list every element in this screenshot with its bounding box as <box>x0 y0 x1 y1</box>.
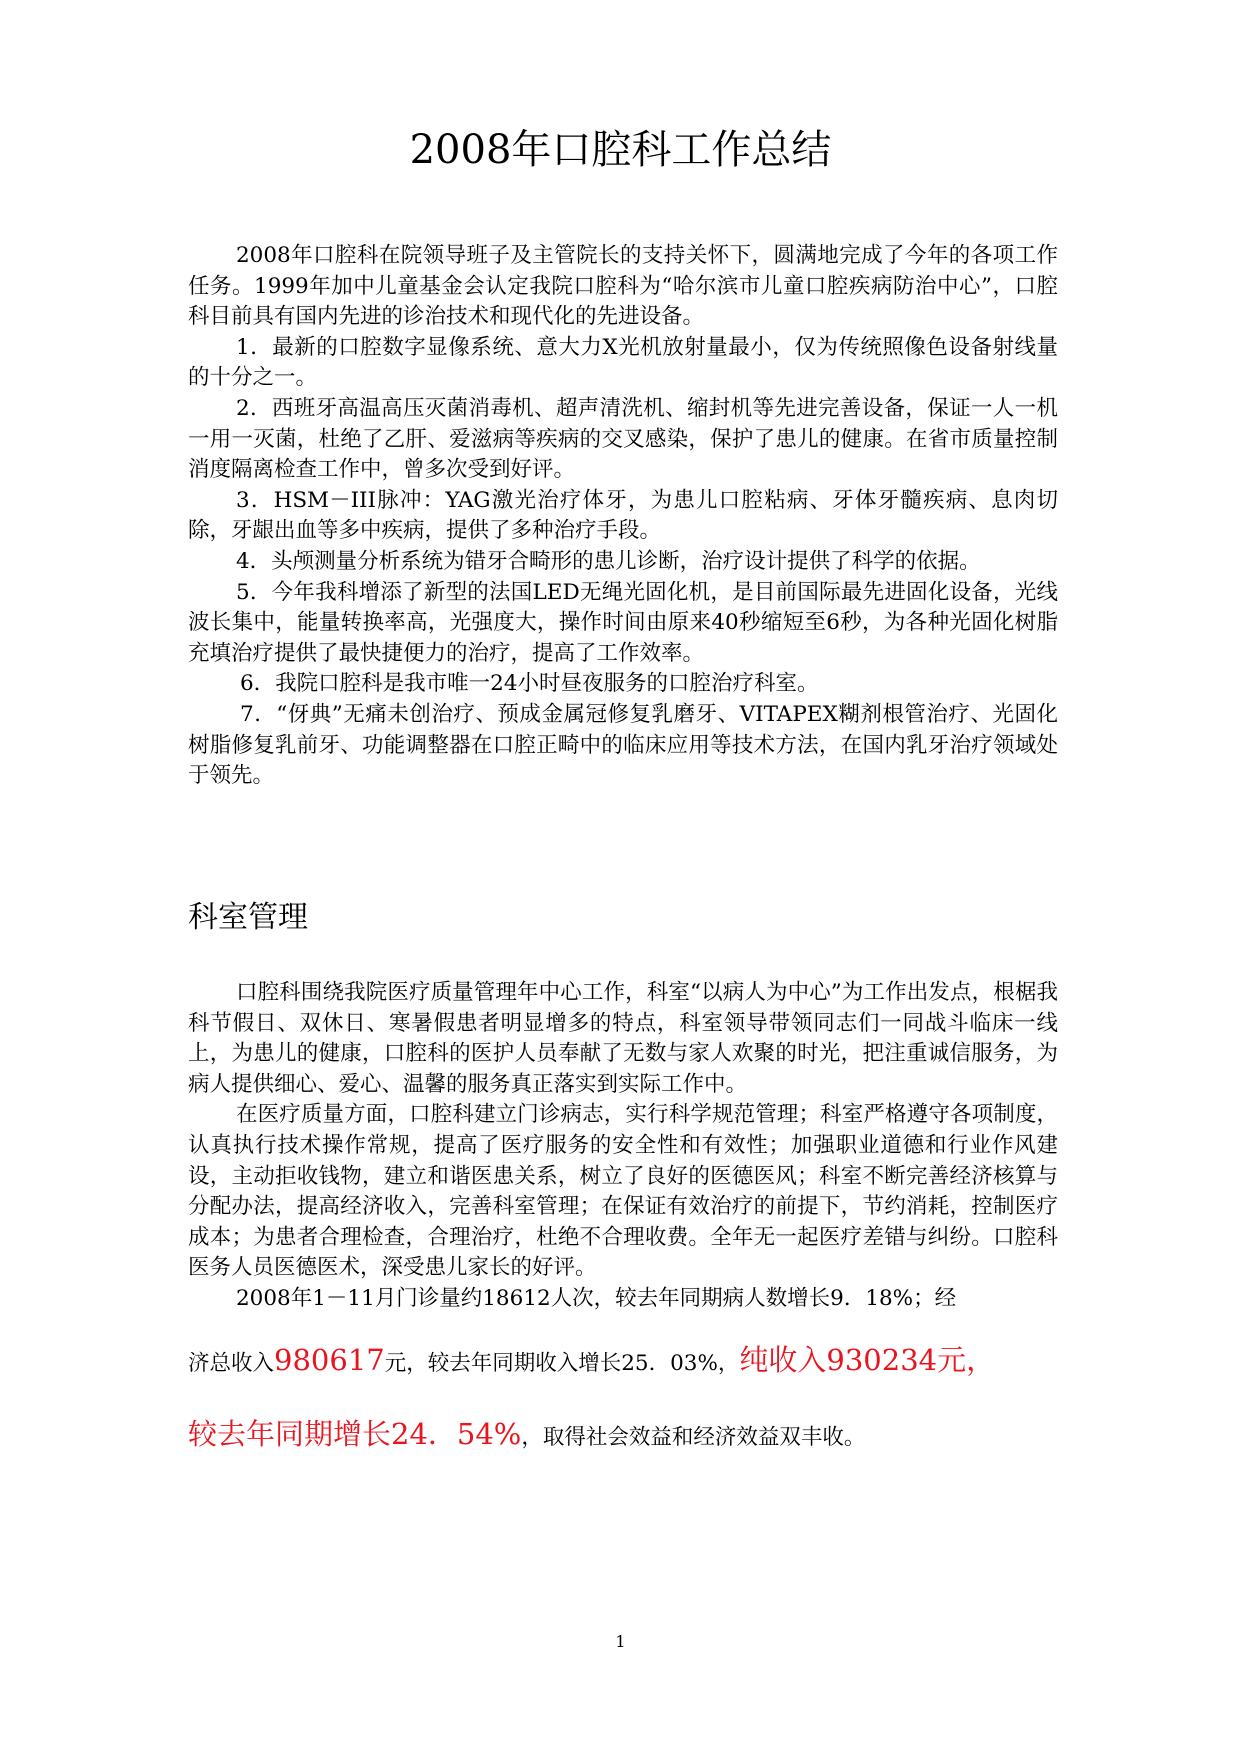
management-paragraph-2: 在医疗质量方面，口腔科建立门诊病志，实行科学规范管理；科室严格遵守各项制度，认真执行技术操作常规，提高了医疗服务的安全性和有效性；加强职业道德和行业作风建设，主动拒收钱物，建立和谐医患关系，树立了良好的医德医风；科室不断完善经济核算与分配办法，提高经济收入，完善科室管理；在保证有效治疗的前提下，节约消耗，控制医疗成本；为患者合理检查，合理治疗，杜绝不合理收费。全年无一起医疗差错与纠纷。口腔科医务人员医德医术，深受患儿家长的好评。 <box>188 1102 1058 1281</box>
stats-line-visits: 2008年1－11月门诊量约18612人次，较去年同期病人数增长9．18%；经 <box>236 1285 957 1311</box>
equipment-item-3: 3．HSM－III脉冲：YAG激光治疗体牙，为患儿口腔粘病、牙体牙髓疾病、息肉切除，牙龈出血等多中疾病，提供了多种治疗手段。 <box>188 487 1058 544</box>
equipment-item-7: 7．“伢典”无痛未创治疗、预成金属冠修复乳磨牙、VITAPEX糊剂根管治疗、光固化树脂修复乳前牙、功能调整器在口腔正畸中的临床应用等技术方法，在国内乳牙治疗领域处于领先。 <box>188 701 1058 789</box>
equipment-item-4: 4．头颅测量分析系统为错牙合畸形的患儿诊断，治疗设计提供了科学的依据。 <box>236 548 981 574</box>
stats-conclusion: ，取得社会效益和经济效益双丰收。 <box>521 1424 866 1450</box>
stats-net-growth: 较去年同期增长24．54% <box>188 1416 522 1451</box>
stats-line-growth <box>188 1416 1058 1453</box>
equipment-item-1: 1．最新的口腔数字显像系统、意大力X光机放射量最小，仅为传统照像色设备射线量的十分之一。 <box>188 334 1058 391</box>
management-section <box>188 978 1058 1453</box>
stats-income-growth: 元，较去年同期收入增长25．03%， <box>384 1350 740 1376</box>
management-paragraph-1: 口腔科围绕我院医疗质量管理年中心工作，科室“以病人为中心”为工作出发点，根椐我科节假日、双休日、寒暑假患者明显增多的特点，科室领导带领同志们一同战斗临床一线上，为患儿的健康，口腔科的医护人员奉献了无数与家人欢聚的时光，把注重诚信服务，为病人提供细心、爱心、温馨的服务真正落实到实际工作中。 <box>188 980 1058 1097</box>
stats-total-income: 980617 <box>274 1342 385 1377</box>
page-title: 2008年口腔科工作总结 <box>409 127 832 173</box>
stats-income-prefix: 济总收入 <box>188 1350 275 1376</box>
equipment-item-2: 2．西班牙高温高压灭菌消毒机、超声清洗机、缩封机等先进完善设备，保证一人一机一用一灭菌，杜绝了乙肝、爱滋病等疾病的交叉感染，保护了患儿的健康。在省市质量控制消度隔离检查工作中，曾多次受到好评。 <box>188 395 1058 483</box>
stats-net-income: 纯收入930234元， <box>739 1342 996 1377</box>
intro-section <box>188 241 1058 792</box>
equipment-item-5: 5．今年我科增添了新型的法国LED无绳光固化机，是目前国际最先进固化设备，光线波长集中，能量转换率高，光强度大，操作时间由原来40秒缩短至6秒，为各种光固化树脂充填治疗提供了最快捷便力的治疗，提高了工作效率。 <box>188 579 1058 666</box>
section-heading: 科室管理 <box>188 900 308 935</box>
stats-line-income <box>188 1342 1058 1379</box>
page-number: 1 <box>615 1632 626 1651</box>
intro-paragraph: 2008年口腔科在院领导班子及主管院长的支持关怀下，圆满地完成了今年的各项工作任务。1999年加中儿童基金会认定我院口腔科为“哈尔滨市儿童口腔疾病防治中心”，口腔科目前具有国内先进的诊治技术和现代化的先进设备。 <box>188 243 1058 330</box>
equipment-item-6: 6．我院口腔科是我市唯一24小时昼夜服务的口腔治疗科室。 <box>240 671 819 697</box>
